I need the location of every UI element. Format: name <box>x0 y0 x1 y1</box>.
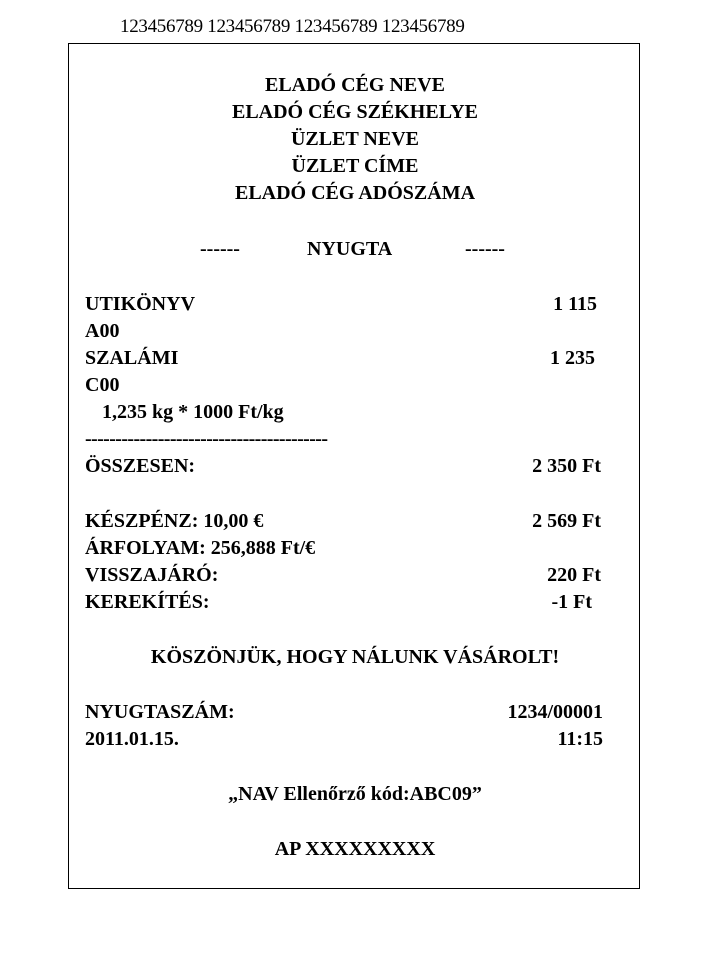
item-price: 1 235 <box>550 347 595 369</box>
receipt-date: 2011.01.15. <box>85 728 179 750</box>
seller-name: ELADÓ CÉG NEVE <box>264 74 446 96</box>
item-quantity-detail: 1,235 kg * 1000 Ft/kg <box>102 401 284 423</box>
column-ruler: 123456789 123456789 123456789 123456789 <box>120 16 465 37</box>
receipt <box>68 43 640 889</box>
rounding-label: KEREKÍTÉS: <box>85 591 210 613</box>
rounding-value: -1 Ft <box>551 591 592 613</box>
item-name: SZALÁMI <box>85 347 179 369</box>
total-label: ÖSSZESEN: <box>85 455 196 477</box>
ap-code: AP XXXXXXXXX <box>274 838 436 860</box>
change-value: 220 Ft <box>547 564 601 586</box>
change-label: VISSZAJÁRÓ: <box>85 564 219 586</box>
item-code: C00 <box>85 374 120 396</box>
thank-you-message: KÖSZÖNJÜK, HOGY NÁLUNK VÁSÁROLT! <box>150 646 560 668</box>
title-right-dashes: ------ <box>465 238 505 260</box>
receipt-time: 11:15 <box>557 728 603 750</box>
seller-tax-number: ELADÓ CÉG ADÓSZÁMA <box>234 182 476 204</box>
separator-line: ---------------------------------------- <box>85 428 328 450</box>
total-value: 2 350 Ft <box>532 455 601 477</box>
receipt-title: NYUGTA <box>307 238 393 260</box>
shop-name: ÜZLET NEVE <box>290 128 419 150</box>
item-name: UTIKÖNYV <box>85 293 196 315</box>
nav-check-code: „NAV Ellenőrző kód:ABC09” <box>228 783 482 805</box>
shop-address: ÜZLET CÍME <box>291 155 419 177</box>
receipt-number-value: 1234/00001 <box>507 701 603 723</box>
cash-value: 2 569 Ft <box>532 510 601 532</box>
cash-label: KÉSZPÉNZ: 10,00 € <box>85 510 264 532</box>
receipt-number-label: NYUGTASZÁM: <box>85 701 235 723</box>
item-code: A00 <box>85 320 120 342</box>
seller-address: ELADÓ CÉG SZÉKHELYE <box>231 101 478 123</box>
item-price: 1 115 <box>553 293 597 315</box>
title-left-dashes: ------ <box>200 238 240 260</box>
exchange-rate: ÁRFOLYAM: 256,888 Ft/€ <box>85 537 316 559</box>
